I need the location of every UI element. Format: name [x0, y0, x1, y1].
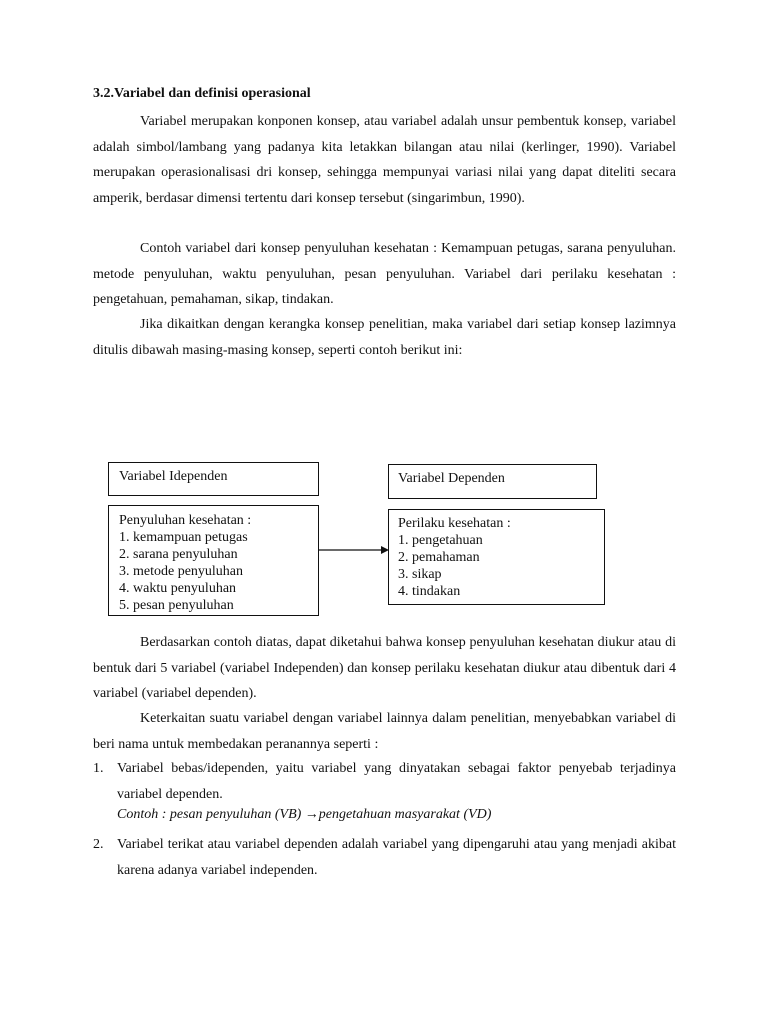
independent-variable-item: 3. metode penyuluhan: [119, 564, 244, 579]
dependent-variable-item: 2. pemahaman: [398, 550, 480, 565]
example-line: Contoh : pesan penyuluhan (VB) →pengetahuan masyarakat (VD): [117, 807, 492, 822]
list-item: [93, 832, 676, 883]
paragraph-diagram-explanation: [93, 630, 676, 707]
section-heading: 3.2.Variabel dan definisi operasional: [93, 86, 311, 101]
dependent-variable-title-box: [388, 464, 597, 499]
dependent-variable-item: 1. pengetahuan: [398, 533, 483, 548]
paragraph-variable-example: [93, 236, 676, 313]
right-arrow-icon: [319, 543, 389, 557]
list-item-text: Variabel terikat atau variabel dependen adalah variabel yang dipengaruhi atau yang menjadi akibat karena adanya variabel independen.: [117, 837, 676, 878]
independent-concept-heading: Penyuluhan kesehatan :: [119, 513, 252, 528]
dependent-variable-list-box: [388, 509, 605, 605]
paragraph-text: Keterkaitan suatu variabel dengan variabel lainnya dalam penelitian, menyebabkan variabel di beri nama untuk membedakan peranannya seperti :: [93, 711, 676, 752]
list-item-text: Variabel bebas/idependen, yaitu variabel yang dinyatakan sebagai faktor penyebab terjadinya variabel dependen.: [117, 761, 676, 802]
dependent-variable-item: 3. sikap: [398, 567, 442, 582]
paragraph-text: Berdasarkan contoh diatas, dapat diketahui bahwa konsep penyuluhan kesehatan diukur atau di bentuk dari 5 variabel (variabel Independen) dan konsep perilaku kesehatan diukur atau dibentuk dari 4 variabel (variabel dependen).: [93, 635, 676, 701]
paragraph-variable-roles: [93, 706, 676, 757]
independent-variable-title: Variabel Idependen: [119, 469, 228, 484]
independent-variable-item: 4. waktu penyuluhan: [119, 581, 237, 596]
independent-variable-item: 1. kemampuan petugas: [119, 530, 248, 545]
list-item-body: [93, 832, 676, 883]
paragraph-text: Variabel merupakan konponen konsep, atau variabel adalah unsur pembentuk konsep, variabel adalah simbol/lambang yang padanya kita letakkan bilangan atau nilai (kerlinger, 1990). Variabel merupakan operasionalisasi dri konsep, sehingga mempunyai variasi nilai yang dapat diteliti secara amperik, berdasar dimensi tertentu dari konsep tersebut (singarimbun, 1990).: [93, 114, 676, 206]
list-item-body: [93, 756, 676, 807]
list-item-number: 1.: [93, 761, 104, 776]
paragraph-variable-definition: [93, 109, 676, 211]
independent-variable-item: 5. pesan penyuluhan: [119, 598, 234, 613]
list-item: [93, 756, 676, 807]
independent-variable-item: 2. sarana penyuluhan: [119, 547, 238, 562]
independent-variable-title-box: [108, 462, 319, 496]
paragraph-text: Contoh variabel dari konsep penyuluhan kesehatan : Kemampuan petugas, sarana penyuluhan. metode penyuluhan, waktu penyuluhan, pesan penyuluhan. Variabel dari perilaku kesehatan : pengetahuan, pemahaman, sikap, tindakan.: [93, 241, 676, 307]
independent-variable-list-box: [108, 505, 319, 616]
dependent-variable-title: Variabel Dependen: [398, 471, 505, 486]
dependent-concept-heading: Perilaku kesehatan :: [398, 516, 511, 531]
paragraph-text: Jika dikaitkan dengan kerangka konsep penelitian, maka variabel dari setiap konsep lazimnya ditulis dibawah masing-masing konsep, seperti contoh berikut ini:: [93, 317, 676, 358]
paragraph-framework-intro: [93, 312, 676, 363]
list-item-number: 2.: [93, 837, 104, 852]
dependent-variable-item: 4. tindakan: [398, 584, 461, 599]
